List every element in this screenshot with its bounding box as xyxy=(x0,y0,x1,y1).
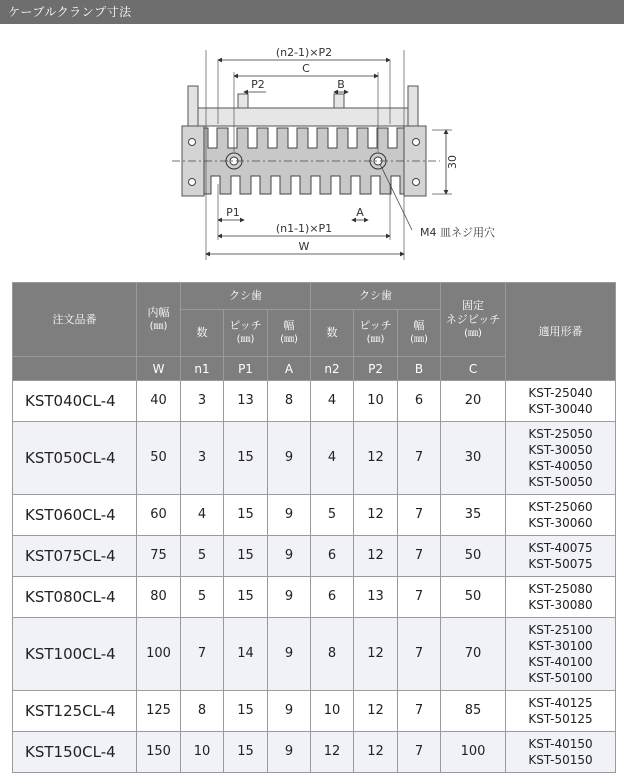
order-sym-spacer xyxy=(13,357,137,381)
width-cell: 75 xyxy=(137,536,181,577)
c-cell: 50 xyxy=(441,536,506,577)
b-cell: 7 xyxy=(398,495,441,536)
c-cell: 70 xyxy=(441,618,506,691)
model-item: KST-30060 xyxy=(528,516,593,530)
model-item: KST-30080 xyxy=(528,598,593,612)
width-cell: 150 xyxy=(137,732,181,773)
p1-cell: 14 xyxy=(224,618,268,691)
dim-30: 30 xyxy=(446,155,459,169)
n2-cell: 12 xyxy=(311,732,354,773)
n2-cell: 6 xyxy=(311,577,354,618)
table-row xyxy=(13,422,616,495)
model-item: KST-50050 xyxy=(528,475,593,489)
model-item: KST-40125 xyxy=(528,696,593,710)
p2-cell: 12 xyxy=(354,495,398,536)
model-item: KST-25060 xyxy=(528,500,593,514)
n1-cell: 3 xyxy=(181,381,224,422)
table-row xyxy=(13,536,616,577)
c-cell: 50 xyxy=(441,577,506,618)
a-cell: 9 xyxy=(268,618,311,691)
table-row xyxy=(13,577,616,618)
col-order: 注文品番 xyxy=(13,283,137,357)
order-cell: KST100CL-4 xyxy=(13,618,137,691)
model-item: KST-25040 xyxy=(528,386,593,400)
model-item: KST-50075 xyxy=(528,557,593,571)
order-cell: KST150CL-4 xyxy=(13,732,137,773)
model-item: KST-30050 xyxy=(528,443,593,457)
n2-cell: 5 xyxy=(311,495,354,536)
sym-w: W xyxy=(137,357,181,381)
col-models: 適用形番 xyxy=(506,283,616,381)
n2-cell: 8 xyxy=(311,618,354,691)
n1-cell: 3 xyxy=(181,422,224,495)
order-cell: KST060CL-4 xyxy=(13,495,137,536)
dim-n2p2: (n2-1)×P2 xyxy=(275,46,333,59)
sym-p2: P2 xyxy=(354,357,398,381)
model-item: KST-40050 xyxy=(528,459,593,473)
n1-cell: 8 xyxy=(181,691,224,732)
c-cell: 20 xyxy=(441,381,506,422)
width-cell: 80 xyxy=(137,577,181,618)
a-cell: 9 xyxy=(268,691,311,732)
n2-cell: 4 xyxy=(311,381,354,422)
c-cell: 85 xyxy=(441,691,506,732)
width-cell: 60 xyxy=(137,495,181,536)
spec-table xyxy=(12,282,616,773)
a-cell: 9 xyxy=(268,422,311,495)
a-cell: 9 xyxy=(268,732,311,773)
n1-cell: 10 xyxy=(181,732,224,773)
c-cell: 30 xyxy=(441,422,506,495)
p1-cell: 15 xyxy=(224,732,268,773)
a-cell: 9 xyxy=(268,577,311,618)
table-row xyxy=(13,381,616,422)
p2-cell: 10 xyxy=(354,381,398,422)
dim-a: A xyxy=(356,206,364,219)
p2-cell: 12 xyxy=(354,422,398,495)
p1-cell: 13 xyxy=(224,381,268,422)
p1-cell: 15 xyxy=(224,536,268,577)
order-cell: KST050CL-4 xyxy=(13,422,137,495)
table-row xyxy=(13,495,616,536)
p2-cell: 13 xyxy=(354,577,398,618)
sym-c: C xyxy=(441,357,506,381)
models-cell xyxy=(506,732,616,773)
models-cell xyxy=(506,536,616,577)
a-cell: 8 xyxy=(268,381,311,422)
dim-w: W xyxy=(298,240,310,253)
order-cell: KST075CL-4 xyxy=(13,536,137,577)
col-pitch1: ピッチ (㎜) xyxy=(224,310,268,357)
n1-cell: 4 xyxy=(181,495,224,536)
model-item: KST-25050 xyxy=(528,427,593,441)
order-cell: KST080CL-4 xyxy=(13,577,137,618)
models-cell xyxy=(506,422,616,495)
col-count2: 数 xyxy=(311,310,354,357)
models-cell xyxy=(506,381,616,422)
section-title: ケーブルクランプ寸法 xyxy=(0,0,624,24)
model-item: KST-30040 xyxy=(528,402,593,416)
width-cell: 100 xyxy=(137,618,181,691)
col-pitch2: ピッチ (㎜) xyxy=(354,310,398,357)
model-item: KST-50125 xyxy=(528,712,593,726)
b-cell: 7 xyxy=(398,422,441,495)
p1-cell: 15 xyxy=(224,577,268,618)
c-cell: 35 xyxy=(441,495,506,536)
dim-p1: P1 xyxy=(226,206,240,219)
models-cell xyxy=(506,691,616,732)
model-item: KST-25100 xyxy=(528,623,593,637)
col-comb1: クシ歯 xyxy=(181,283,311,310)
b-cell: 6 xyxy=(398,381,441,422)
p2-cell: 12 xyxy=(354,618,398,691)
b-cell: 7 xyxy=(398,577,441,618)
sym-n2: n2 xyxy=(311,357,354,381)
sym-n1: n1 xyxy=(181,357,224,381)
model-item: KST-25080 xyxy=(528,582,593,596)
order-cell: KST040CL-4 xyxy=(13,381,137,422)
col-width: 内幅 (㎜) xyxy=(137,283,181,357)
p1-cell: 15 xyxy=(224,422,268,495)
n2-cell: 6 xyxy=(311,536,354,577)
sym-p1: P1 xyxy=(224,357,268,381)
sym-a: A xyxy=(268,357,311,381)
p2-cell: 12 xyxy=(354,732,398,773)
model-item: KST-50100 xyxy=(528,671,593,685)
model-item: KST-40075 xyxy=(528,541,593,555)
dim-p2: P2 xyxy=(251,78,265,91)
model-item: KST-40150 xyxy=(528,737,593,751)
model-item: KST-40100 xyxy=(528,655,593,669)
p1-cell: 15 xyxy=(224,691,268,732)
n1-cell: 5 xyxy=(181,577,224,618)
c-cell: 100 xyxy=(441,732,506,773)
m4-screw-label: M4 皿ネジ用穴 xyxy=(420,226,495,239)
p2-cell: 12 xyxy=(354,691,398,732)
n2-cell: 4 xyxy=(311,422,354,495)
models-cell xyxy=(506,577,616,618)
width-cell: 50 xyxy=(137,422,181,495)
a-cell: 9 xyxy=(268,536,311,577)
col-breadth2: 幅 (㎜) xyxy=(398,310,441,357)
dim-b: B xyxy=(337,78,345,91)
model-item: KST-30100 xyxy=(528,639,593,653)
cable-clamp-diagram xyxy=(0,24,624,274)
width-cell: 125 xyxy=(137,691,181,732)
a-cell: 9 xyxy=(268,495,311,536)
col-comb2: クシ歯 xyxy=(311,283,441,310)
table-row xyxy=(13,691,616,732)
p1-cell: 15 xyxy=(224,495,268,536)
b-cell: 7 xyxy=(398,691,441,732)
model-item: KST-50150 xyxy=(528,753,593,767)
table-row xyxy=(13,618,616,691)
dim-n1p1: (n1-1)×P1 xyxy=(275,222,333,235)
n1-cell: 7 xyxy=(181,618,224,691)
n1-cell: 5 xyxy=(181,536,224,577)
width-cell: 40 xyxy=(137,381,181,422)
models-cell xyxy=(506,495,616,536)
col-breadth1: 幅 (㎜) xyxy=(268,310,311,357)
sym-b: B xyxy=(398,357,441,381)
n2-cell: 10 xyxy=(311,691,354,732)
order-cell: KST125CL-4 xyxy=(13,691,137,732)
b-cell: 7 xyxy=(398,732,441,773)
models-cell xyxy=(506,618,616,691)
col-count1: 数 xyxy=(181,310,224,357)
dim-c: C xyxy=(302,62,310,75)
b-cell: 7 xyxy=(398,536,441,577)
table-row xyxy=(13,732,616,773)
b-cell: 7 xyxy=(398,618,441,691)
col-screw: 固定 ネジピッチ (㎜) xyxy=(441,283,506,357)
p2-cell: 12 xyxy=(354,536,398,577)
